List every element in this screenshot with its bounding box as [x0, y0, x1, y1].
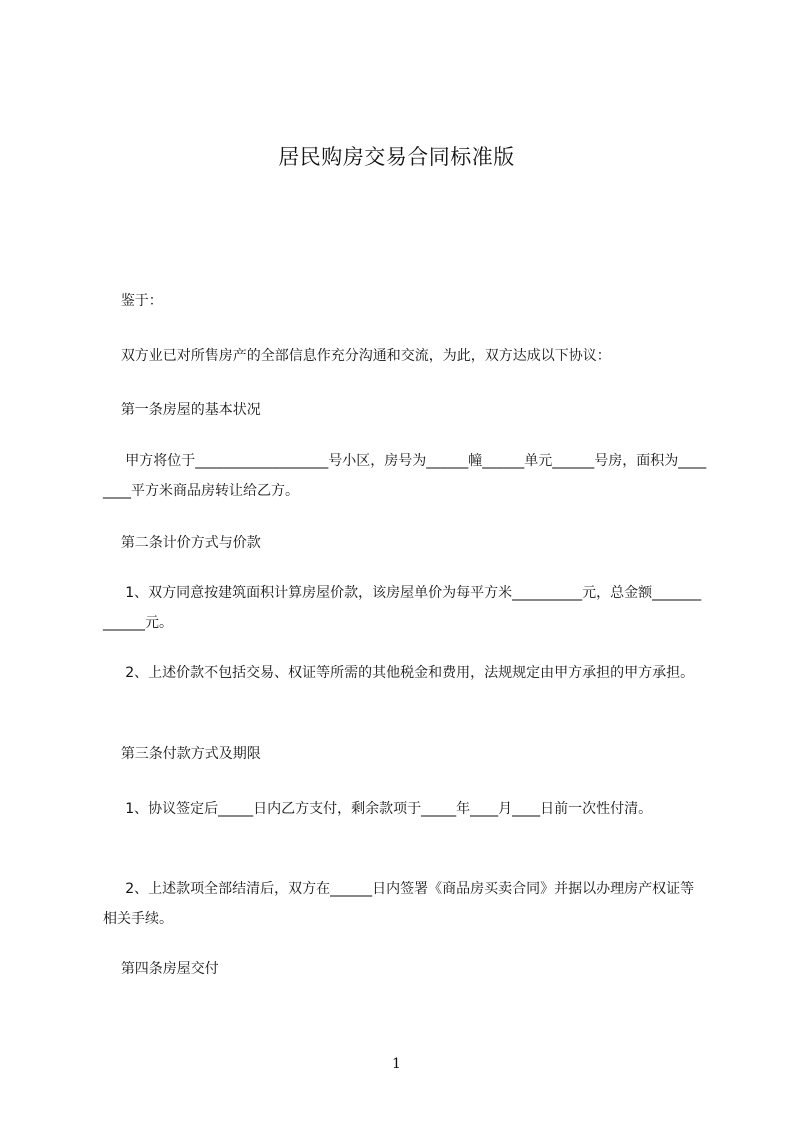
- paragraph-taxes-fees: 2、上述价款不包括交易、权证等所需的其他税金和费用，法规规定由甲方承担的甲方承担。: [103, 665, 695, 681]
- paragraph-contract-signing: 2、上述款项全部结清后，双方在______日内签署《商品房买卖合同》并据以办理房产权证等相关手续。: [103, 881, 695, 927]
- heading-article-1: 第一条房屋的基本状况: [103, 402, 261, 418]
- paragraph-property-location: 甲方将位于___________________号小区，房号为______幢______单元______号房，面积为________平方米商品房转让给乙方。: [103, 453, 707, 499]
- paragraph-price-calculation: 1、双方同意按建筑面积计算房屋价款，该房屋单价为每平方米__________元，总金额_____________元。: [103, 585, 702, 631]
- paragraph-payment-term: 1、协议签定后_____日内乙方支付，剩余款项于_____年____月____日前一次性付清。: [103, 801, 653, 817]
- document-title: 居民购房交易合同标准版: [278, 145, 515, 169]
- paragraph-whereas: 鉴于：: [103, 293, 163, 309]
- heading-article-3: 第三条付款方式及期限: [103, 746, 261, 762]
- heading-article-2: 第二条计价方式与价款: [103, 535, 261, 551]
- page-number: 1: [392, 1056, 401, 1072]
- paragraph-agreement-intro: 双方业已对所售房产的全部信息作充分沟通和交流，为此，双方达成以下协议：: [103, 348, 611, 364]
- heading-article-4: 第四条房屋交付: [103, 961, 219, 977]
